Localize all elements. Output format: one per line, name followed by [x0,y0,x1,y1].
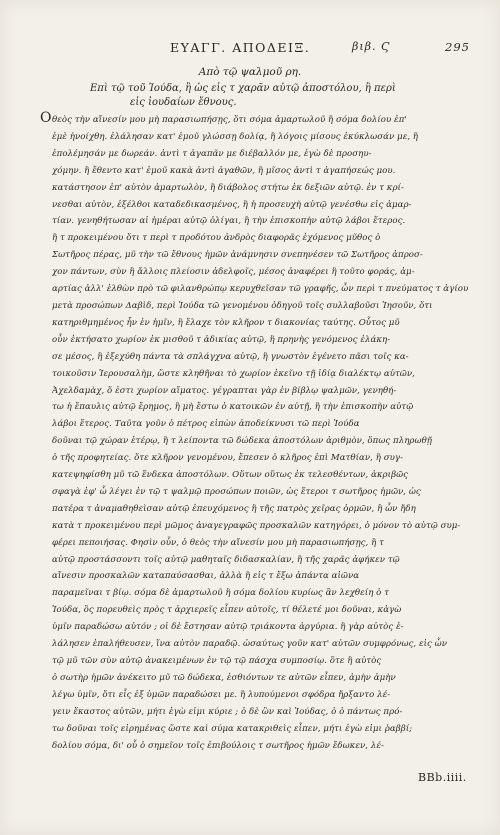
text-line: „ χόμην. ἢ ἔθεντο κατ' ἐμοῦ κακὰ ἀντὶ ἀγαθῶν, ἢ μῖσος ἀντὶ τ ἀγαπήσεώς μου. [52,163,472,180]
text-line: „ ἐμὲ ἠνοίχθη. ἐλάλησαν κατ' ἐμοῦ γλώσσῃ δολίᾳ, ἢ λόγοις μίσους ἐκύκλωσάν με, ἢ [52,129,472,146]
book-number: βιβ. Ϛ [352,40,391,53]
text-line: „ ἐπολέμησάν με δωρεάν. ἀντὶ τ ἀγαπᾶν με διέβαλλόν με, ἐγὼ δὲ προσηυ- [52,146,472,163]
text-line: „ ὁ τῆς προφητείας. ὅτε κλῆρον γενομένου, ἔπεσεν ὁ κλῆρος ἐπὶ Ματθίαν, ἢ συγ- [52,450,472,467]
text-line: „ σε μέσος, ἢ ἐξεχύθη πάντα τὰ σπλάγχνα αὐτῷ, ἢ γνωστὸν ἐγένετο πᾶσι τοῖς κα- [52,349,472,366]
running-title: ΕΥΑΓΓ. ΑΠΟΔΕΙΞ. [170,40,311,55]
text-line: „ πατέρα τ ἀναμαθηθεὶσαν αὐτῷ ἐπευχόμενος ἢ τῆς πατρὸς χεῖρας ὁρμῶν, ἢ ὧν ἤδη [52,501,472,518]
body-text [52,112,472,754]
text-line: „ τω ἡ ἔπαυλις αὐτῷ ἔρημος, ἢ μὴ ἔστω ὁ κατοικῶν ἐν αὐτῇ, ἢ τὴν ἐπισκοπὴν αὐτῷ [52,399,472,416]
text-line: „ τίαν. γενηθήτωσαν αἱ ἡμέραι αὐτῷ ὀλίγαι, ἢ τὴν ἐπισκοπὴν αὐτῷ λάβοι ἕτερος. [52,213,472,230]
text-line: „ μετὰ προσώπων Δαβὶδ, περὶ Ἰούδα τῶ γενομένου ὁδηγοῦ τοῖς συλλαβοῦσι Ἰησοῦν, ὅτι [52,298,472,315]
text-line: „ σφαγὰ ἐφ' ὧ λέγει ἐν τῷ τ ψαλμῷ προσώπων ποιῶν, ὡς ἕτεροι τ σωτῆρος ἡμῶν, ὡς [52,484,472,501]
text-line: „ Ἰούδα, ὃς πορευθεὶς πρὸς τ ἀρχιερεῖς εἶπεν αὐτοῖς, τί θέλετέ μοι δοῦναι, κἀγὼ [52,602,472,619]
text-line: „ παραμεῖναι τ βίῳ. σόμα δὲ ἁμαρτωλοῦ ἢ σόμα δολίου κυρίως ἂν λεχθείη ὁ τ [52,585,472,602]
section-lemma [90,82,450,110]
text-line: „ γειν ἕκαστος αὐτῶν, μήτι ἐγὼ εἰμι κύριε ; ὁ δὲ ὢν καὶ Ἰούδας, ὁ ὁ πάντως πρό- [52,704,472,721]
text-line: „ ὁ σωτὴρ ἡμῶν ἀνέκειτο μῦ τῶ δώδεκα, ἐσθιόντων τε αὐτῶν εἶπεν, ἀμὴν ἀμὴν [52,670,472,687]
section-title: Απὸ τῷ ψαλμοῦ ρη. [198,66,302,78]
text-line: „ λάλησεν ἐπαλήθευσεν, ἵνα αὐτὸν παραδῷ. ὡσαύτως γοῦν κατ' αὐτῶν συμφρόνως, εἰς ὧν [52,636,472,653]
text-line: „ Ἀχελδαμὰχ, ὅ ἐστι χωρίον αἵματος. γέγραπται γὰρ ἐν βίβλῳ ψαλμῶν, γενηθή- [52,383,472,400]
text-line: „ οὖν ἐκτήσατο χωρίον ἐκ μισθοῦ τ ἀδικίας αὐτῷ, ἢ πρηνὴς γενόμενος ἐλάκη- [52,332,472,349]
signature-mark: BBb.iiii. [418,771,467,784]
page-number: 295 [445,40,470,54]
text-line: „ κατάστησον ἐπ' αὐτὸν ἁμαρτωλὸν, ἢ διάβολος στήτω ἐκ δεξιῶν αὐτῷ. ἐν τ κρί- [52,180,472,197]
text-line: „ τῷ μῦ τῶν σὺν αὐτῷ ἀνακειμένων ἐν τῷ τῷ πάσχα συμποσίῳ. ὅτε ἢ αὐτὸς [52,653,472,670]
text-line: „ κατεψηφίσθη μῦ τῶ ἕνδεκα ἀποστόλων. Οὕτων οὕτως ἐκ τελεσθέντων, ἀκριβῶς [52,467,472,484]
text-line: „ λάβοι ἕτερος. Ταῦτα γοῦν ὁ πέτρος εἰπὼν ἀποδείκνυσι τῶ περὶ Ἰούδα [52,416,472,433]
text-line: „ νεσθαι αὐτὸν, ἐξέλθοι καταδεδικασμένος, ἢ ἡ προσευχὴ αὐτῷ γενέσθω εἰς ἁμαρ- [52,197,472,214]
text-line: „ τοικοῦσιν Ἱερουσαλὴμ, ὥστε κληθῆναι τὸ χωρίον ἐκεῖνο τῇ ἰδίᾳ διαλέκτῳ αὐτῶν, [52,366,472,383]
text-line: „ ὑμῖν παραδώσω αὐτόν ; οἱ δὲ ἔστησαν αὐτῷ τριάκοντα ἀργύρια. ἢ γὰρ αὐτὸς ἐ- [52,619,472,636]
text-line: „ δολίου σόμα, δι' οὗ ὁ σημεῖον τοῖς ἐπιβούλοις τ σωτῆρος ἡμῶν ἔδωκεν, λέ- [52,738,472,755]
text-line: „ κατηριθμημένος ἦν ἐν ἡμῖν, ἢ ἔλαχε τὸν κλῆρον τ διακονίας ταύτης. Οὗτος μῦ [52,315,472,332]
text-line: „ κατὰ τ προκειμένου περὶ μῶμος ἀναγεγραφῶς προσκαλῶν κατηγόρει, ὁ μόνον τὸ αὐτῷ συμ- [52,518,472,535]
text-line: „ φέρει πεποιήσας. Φησὶν οὖν, ὁ θεὸς τὴν αἴνεσίν μου μὴ παρασιωπήσῃς, ἢ τ [52,535,472,552]
lemma-line: Επὶ τῷ τοῦ Ἰούδα, ἢ ὡς εἰς τ χαρᾶν αὐτῷ ἀποστόλου, ἢ περὶ [90,83,396,94]
text-line: „ τω δοῦναι τοῖς εἰρημένας ὥστε καὶ σύμα κατακριθεὶς εἶπεν, μήτι ἐγὼ εἰμι ῥαββί; [52,721,472,738]
text-line: „ δοῦναι τῷ χώραν ἑτέρῳ, ἢ τ λείποντα τῶ δώδεκα ἀποστόλων ἀριθμὸν, ὅπως πληρωθῇ [52,433,472,450]
text-line: „ αὐτῷ προστάσσοντι τοῖς αὐτῷ μαθηταῖς διδασκαλίαν, ἢ τῆς χαρᾶς ἀφήκεν τῷ [52,552,472,569]
text-line: „ λέγω ὑμῖν, ὅτι εἷς ἐξ ὑμῶν παραδώσει με. ἢ λυπούμενοι σφόδρα ἤρξαντο λέ- [52,687,472,704]
text-line: „ Σωτῆρος πέρας, μῦ τὴν τῶ ἔθνους ἡμῶν ἀνάμνησιν σνεπηνέσεν τῶ Σωτῆρος ἀπροσ- [52,247,472,264]
text-line: „ ἢ τ προκειμένου ὅτι τ περὶ τ προδότου ἀνδρὸς διαφορᾶς ἐχόμενος μῦθος ὁ [52,230,472,247]
text-line: „ αρτίας ἀλλ' ἐλθὼν πρὸ τῶ φιλανθρώπῳ κερυχθεῖσαν τῶ γραφῆς, ὧν περὶ τ πνεύματος τ ἁγίου [52,281,472,298]
drop-initial: O [40,110,52,126]
text-line: „ αἴνεσιν προσκαλῶν καταπαύσασθαι, ἀλλὰ ἢ εἰς τ ἔξω ἀπάντα αἰῶνα [52,568,472,585]
text-line: θεὸς τὴν αἴνεσίν μου μὴ παρασιωπήσῃς, ὅτι σόμα ἁμαρτωλοῦ ἢ σόμα δολίου ἐπ' [52,115,407,125]
running-head [170,38,470,58]
lemma-line: εἰς ἰουδαίων ἔθνους. [130,97,237,108]
text-line: „ χον πάντων, σὺν ἢ ἄλλοις πλείοσιν ἀδελφοῖς, μέσος ἀναφέρει ἢ τοῦτο φοράς, ἁμ- [52,264,472,281]
